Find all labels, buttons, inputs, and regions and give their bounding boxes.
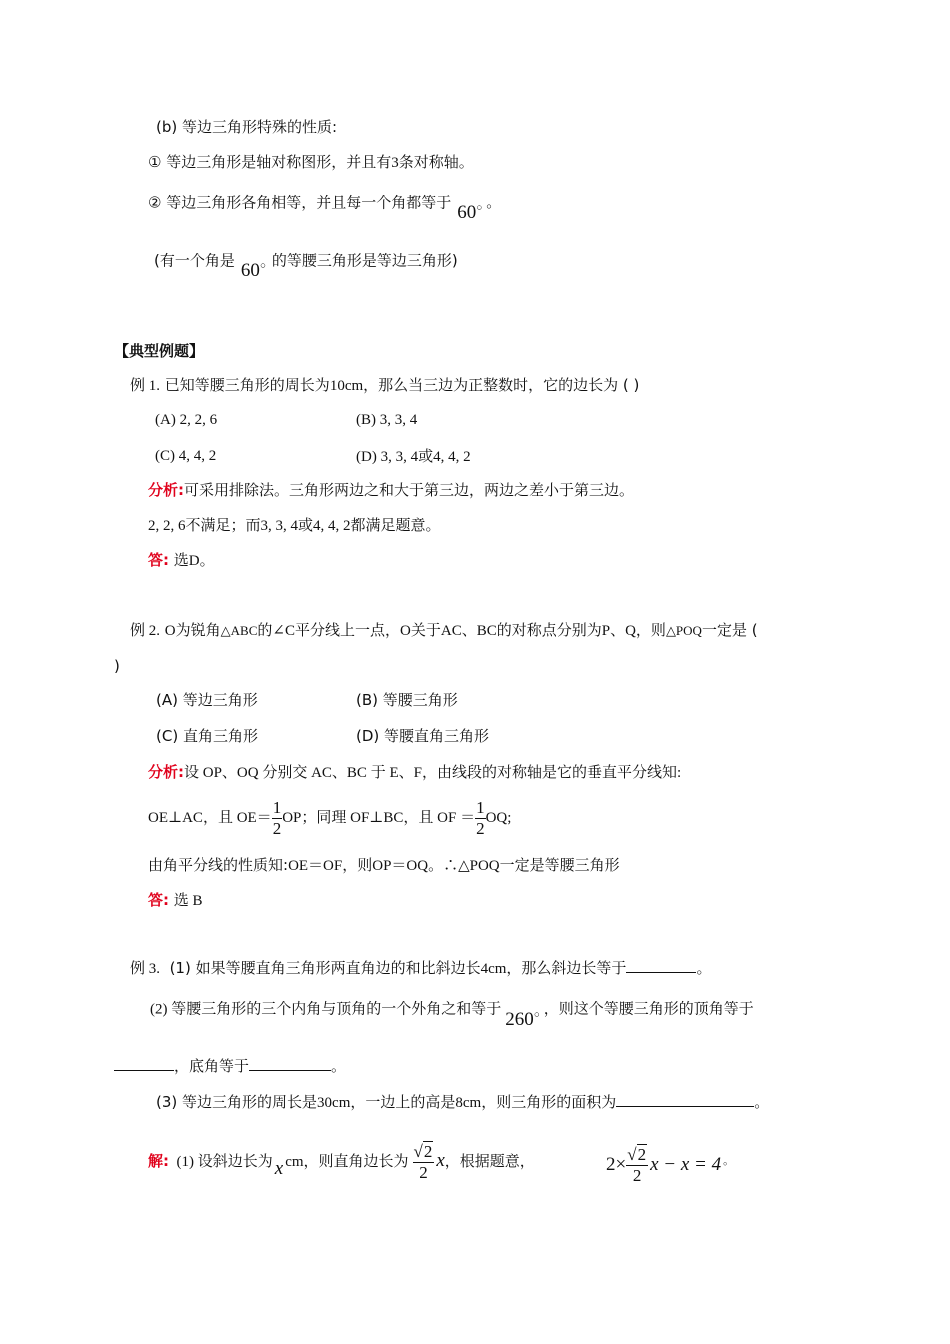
ex3-part-2 — [150, 994, 754, 1031]
ex3-sol-x: x — [274, 1158, 284, 1179]
section-b-note — [154, 246, 458, 282]
ex3-p1-end: 。 — [696, 959, 712, 977]
section-b-item-1 — [148, 152, 474, 173]
ex2-option-a: (A) 等边三角形 — [156, 691, 258, 709]
ex3-p1-post: ，那么斜边长等于 — [506, 959, 627, 977]
ex3-eq-fraction: $\frac{√2}{2}$ — [627, 1145, 647, 1185]
ex1-l2-f: 都满足题意。 — [350, 516, 441, 534]
ex2-conclusion-math2: OP＝OQ。∴△POQ — [372, 858, 500, 874]
item1-post: 条对称轴。 — [398, 153, 474, 171]
ex2-answer — [148, 890, 203, 911]
ex2-conclusion — [148, 855, 620, 876]
ex1-optd-pre: (D) 3, 3, 4 — [356, 449, 419, 465]
ex3-sol-b: cm，则直角边长为 — [285, 1154, 409, 1170]
ex3-p2-l2-end: 。 — [331, 1059, 347, 1075]
ex1-analysis-label: 分析: — [148, 481, 184, 499]
ex3-p3-pre: (3) 等边三角形的周长是 — [156, 1093, 318, 1111]
ex3-eq-end: 。 — [723, 1155, 735, 1167]
ex3-p3-end: 。 — [754, 1093, 770, 1111]
ex2-label: 例 2. — [130, 623, 161, 639]
ex2-q14: 一定是 ( — [701, 621, 758, 639]
ex3-sol-a: (1) 设斜边长为 — [176, 1154, 273, 1170]
ex3-solution-equation — [606, 1136, 734, 1190]
ex1-optd-post: 4, 4, 2 — [433, 449, 471, 465]
ex2-q5: ∠C — [272, 623, 295, 639]
ex2-q4: 的 — [257, 621, 273, 639]
ex1-q-pre: 已知等腰三角形的周长为 — [164, 376, 330, 394]
ex3-solution — [148, 1136, 535, 1187]
ex1-question — [130, 375, 639, 396]
ex2-conclusion-post: 一定是等腰三角形 — [499, 856, 620, 874]
ex3-p1-blank[interactable] — [626, 958, 696, 973]
ex1-l2-c: 3, 3, 4 — [260, 518, 299, 534]
ex2-analysis-label: 分析: — [148, 763, 184, 781]
ex3-label: 例 3. — [130, 961, 161, 977]
ex1-l2-e: 4, 4, 2 — [313, 518, 351, 534]
ex2-analysis-text: 设 OP、OQ 分别交 AC、BC 于 E、F，由线段的对称轴是它的垂直平分线知: — [184, 765, 682, 781]
ex3-sol-c: ，根据题意， — [444, 1154, 535, 1170]
ex2-conclusion-mid: 则 — [357, 856, 373, 874]
ex3-part-3 — [156, 1092, 769, 1113]
ex2-option-c: (C) 直角三角形 — [156, 727, 258, 745]
ex2-question-wrap: ) — [114, 657, 120, 675]
ex3-eq-rest: x − x = 4 — [650, 1154, 722, 1175]
ex1-option-b: (B) 3, 3, 4 — [356, 412, 418, 428]
ex1-analysis — [148, 480, 634, 500]
ex2-equation-line — [148, 796, 511, 840]
ex3-p3-post: ，则三角形的面积为 — [481, 1093, 617, 1111]
ex2-conclusion-math1: OE＝OF， — [288, 858, 358, 874]
note-pre: (有一个角是 — [154, 251, 235, 270]
ex1-answer-pre: 选 — [173, 551, 189, 569]
ex2-answer-text: 选 B — [173, 893, 203, 909]
ex3-p1-num: 4cm — [480, 961, 507, 977]
ex2-eq-b: OP；同理 OF⊥BC，且 OF ＝ — [282, 810, 476, 826]
ex3-p2-blank-1[interactable] — [114, 1056, 174, 1071]
ex2-q12: 则 — [650, 621, 666, 639]
ex2-q3: △ABC — [220, 623, 258, 638]
ex1-q-post: ，那么当三边为正整数时，它的边长为 ( ) — [363, 376, 640, 394]
ex3-p3-mid: ，一边上的高是 — [350, 1093, 456, 1111]
ex3-p2-blank-2[interactable] — [249, 1056, 331, 1071]
ex1-answer-val: D。 — [188, 553, 215, 569]
ex2-option-d: (D) 等腰直角三角形 — [356, 727, 490, 745]
ex1-option-c: (C) 4, 4, 2 — [155, 448, 217, 464]
ex3-p2-pre: (2) 等腰三角形的三个内角与顶角的一个外角之和等于 — [150, 1001, 502, 1018]
ex1-analysis-line-2 — [148, 515, 441, 536]
ex2-q2: 为锐角 — [175, 621, 221, 639]
item1-num: 3 — [391, 155, 399, 171]
ex2-eq-c: OQ; — [485, 810, 512, 826]
ex2-q6: 平分线上一点， — [294, 621, 400, 639]
ex2-option-b: (B) 等腰三角形 — [356, 691, 458, 709]
ex3-sol-label: 解: — [148, 1152, 169, 1170]
ex2-answer-label: 答: — [148, 891, 169, 909]
ex1-l2-b: 不满足；而 — [185, 516, 261, 534]
ex1-answer-label: 答: — [148, 551, 169, 569]
ex3-p3-n2: 8cm — [455, 1095, 482, 1111]
section-b-title: (b) 等边三角形特殊的性质: — [156, 118, 338, 136]
note-post: 的等腰三角形是等边三角形) — [271, 251, 458, 270]
item2-post: 。 — [486, 193, 502, 212]
ex2-q9: AC、BC — [440, 623, 497, 639]
section-b-item-2 — [148, 188, 502, 224]
ex2-q13: △POQ — [665, 623, 702, 638]
section-heading: 【典型例题】 — [114, 342, 205, 360]
note-deg-value: 60○ — [240, 260, 266, 282]
ex1-answer — [148, 550, 215, 571]
ex1-analysis-text: 可采用排除法。三角形两边之和大于第三边，两边之差小于第三边。 — [184, 481, 635, 499]
ex2-eq-a: OE⊥AC，且 OE＝ — [148, 810, 272, 826]
ex3-p2-l2: ，底角等于 — [174, 1059, 250, 1075]
ex2-q11: P、Q， — [601, 623, 651, 639]
ex2-conclusion-pre: 由角平分线的性质知: — [148, 856, 289, 874]
item2-deg-value: 60○ — [457, 202, 483, 224]
ex3-eq-2: 2 — [606, 1154, 616, 1175]
ex1-optd-or: 或 — [418, 447, 434, 465]
ex3-p1-pre: (1) 如果等腰直角三角形两直角边的和比斜边长 — [169, 959, 481, 977]
ex3-sol-x-2: x — [436, 1150, 445, 1171]
ex3-p3-blank[interactable] — [616, 1092, 754, 1107]
ex3-p2-deg-value: 260○ — [505, 1009, 540, 1031]
ex2-q8: 关于 — [410, 621, 441, 639]
ex2-analysis — [148, 762, 681, 783]
ex2-fraction-1: $\frac{1}{2}$ — [272, 798, 282, 839]
ex2-fraction-2: $\frac{1}{2}$ — [476, 798, 485, 839]
ex1-option-d — [356, 446, 471, 467]
ex2-q10: 的对称点分别为 — [496, 621, 602, 639]
item2-pre: ② 等边三角形各角相等，并且每一个角都等于 — [148, 193, 452, 212]
ex1-q-num: 10cm — [329, 378, 364, 394]
ex2-q7: O — [400, 623, 411, 639]
ex2-question — [130, 620, 758, 641]
ex3-part-1 — [130, 958, 711, 979]
ex2-q1: O — [164, 623, 176, 639]
ex1-l2-a: 2, 2, 6 — [148, 518, 186, 534]
ex1-option-a: (A) 2, 2, 6 — [155, 412, 218, 428]
ex3-sol-fraction: $\frac{√2}{2}$ — [413, 1142, 433, 1183]
ex1-label: 例 1. — [130, 378, 161, 394]
ex3-part-2-line-2 — [114, 1056, 346, 1077]
ex3-p3-n1: 30cm — [317, 1095, 351, 1111]
ex3-eq-times: × — [615, 1154, 627, 1175]
ex1-l2-d: 或 — [298, 516, 314, 534]
item1-pre: ① 等边三角形是轴对称图形，并且有 — [148, 153, 392, 171]
ex3-p2-post: ，则这个等腰三角形的顶角等于 — [543, 1001, 754, 1018]
